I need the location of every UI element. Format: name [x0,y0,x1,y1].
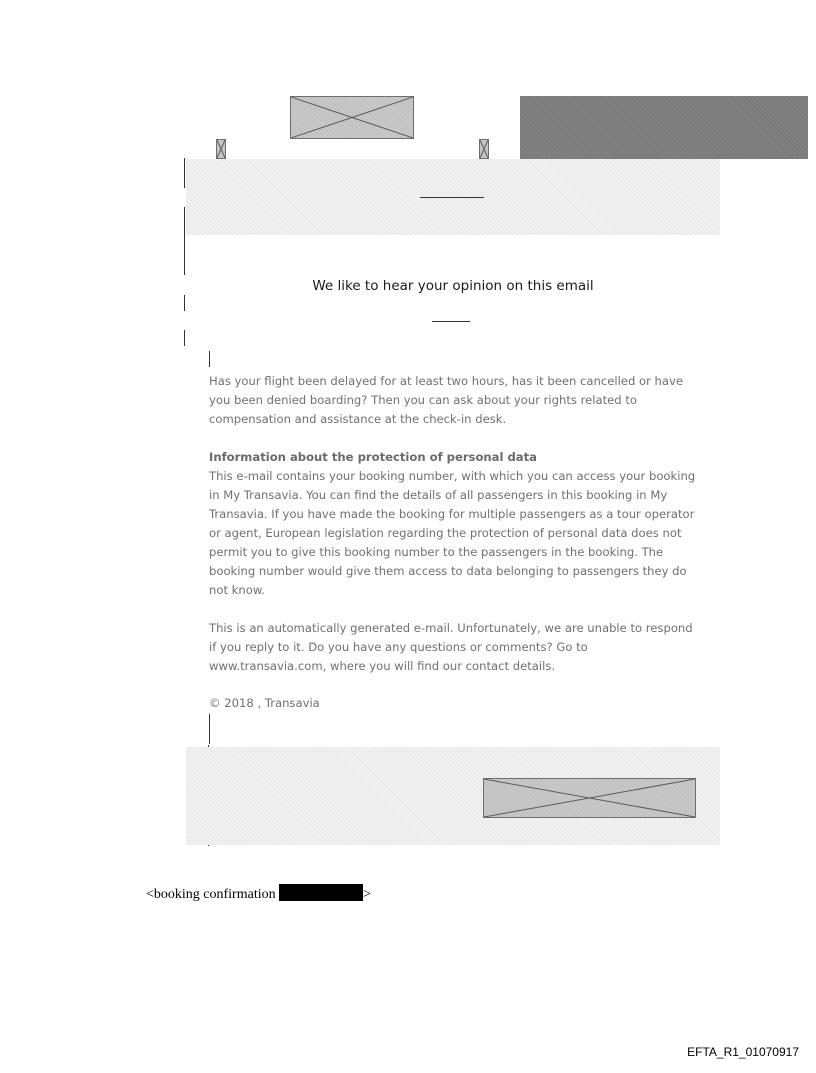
header-logo-placeholder [290,96,414,139]
small-image-placeholder-right [479,139,489,159]
margin-bar [184,207,185,275]
heading-rule [432,321,470,322]
rights-text: Has your flight been delayed for at least two hours, has it been cancelled or have you been denied boarding? Then you can ask about your rights related to compensation and assistance at the check-in desk. [209,374,683,426]
margin-bar [184,330,185,346]
margin-bar [209,351,210,367]
header-banner-image [520,96,808,159]
redaction-box [279,884,363,901]
small-image-placeholder-left [216,139,226,159]
footer-image-placeholder [483,778,696,818]
privacy-section [209,448,699,600]
caption-suffix: > [363,887,372,902]
caption-prefix: <booking confirmation [146,887,280,902]
copyright-text: © 2018 , Transavia [209,696,320,710]
privacy-text: This e-mail contains your booking number, with which you can access your booking in My Transavia. You can find the details of all passengers in this booking in My Transavia. If you have made the booking for multiple passengers as a tour operator or agent, European legislation regarding the protection of personal data does not permit you to give this booking number to the passengers in the booking. The booking number would give them access to data belonging to passengers they do not know. [209,469,696,597]
booking-confirmation-caption [146,884,371,903]
feedback-heading: We like to hear your opinion on this email [312,278,594,294]
document-id: EFTA_R1_01070917 [687,1045,799,1059]
header-rule [420,197,484,198]
margin-bar [184,295,185,311]
privacy-title: Information about the protection of personal data [209,450,537,464]
margin-bar [209,714,210,744]
rights-paragraph [209,372,699,429]
auto-notice [209,619,699,676]
auto-notice-text: This is an automatically generated e-mail. Unfortunately, we are unable to respond if you reply to it. Do you have any questions or comments? Go to www.transavia.com, where you will find our contact details. [209,621,693,673]
margin-bar [184,158,185,188]
copyright [209,694,699,713]
